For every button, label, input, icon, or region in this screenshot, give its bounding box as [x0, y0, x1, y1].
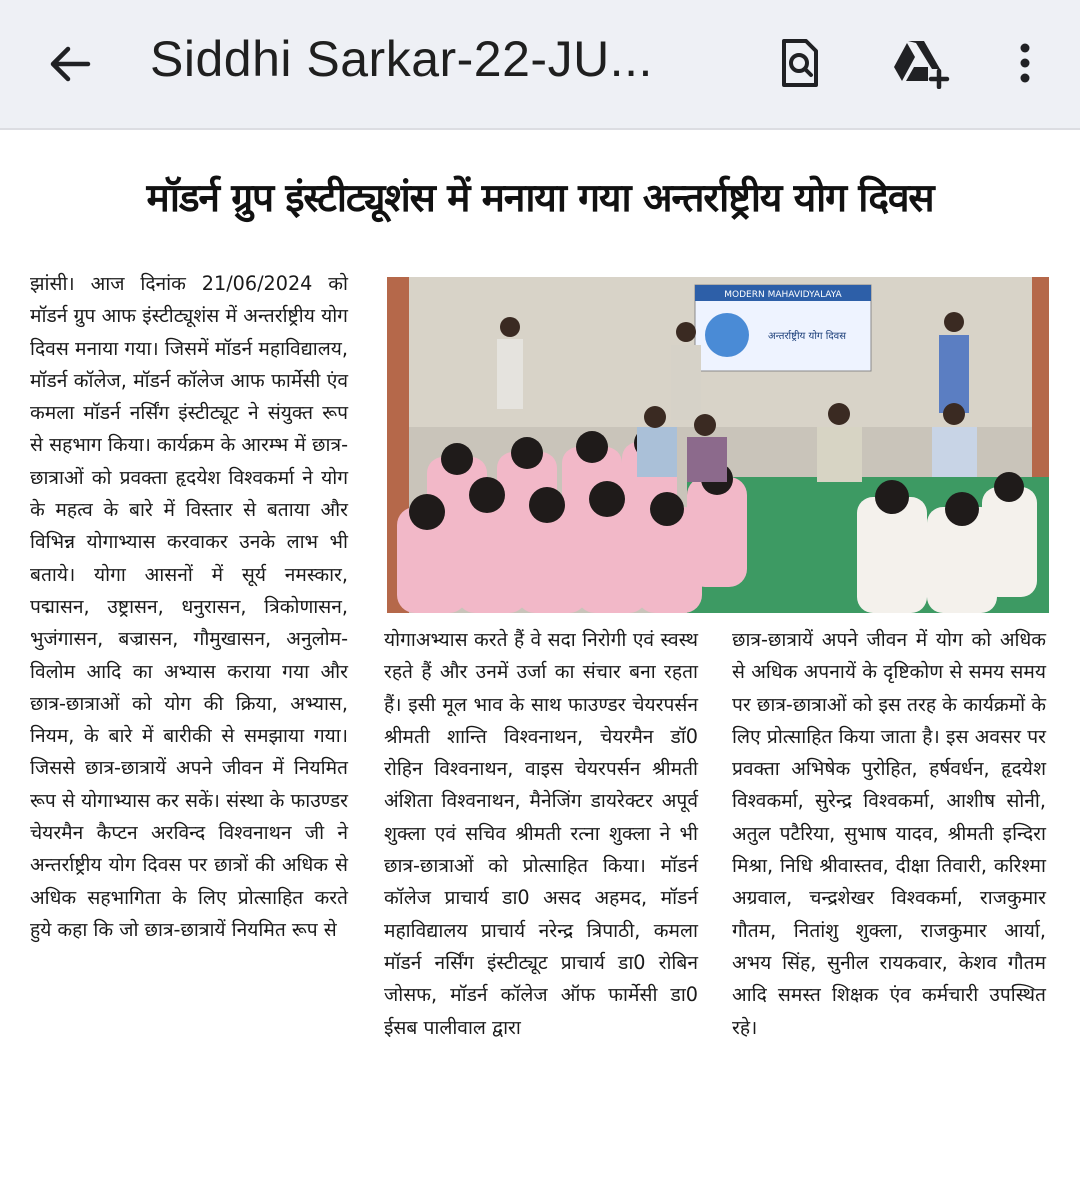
article-headline: मॉडर्न ग्रुप इंस्टीट्यूशंस में मनाया गया अन्तर्राष्ट्रीय योग दिवस — [146, 176, 934, 221]
article-column-2: योगाअभ्यास करते हैं वे सदा निरोगी एवं स्वस्थ रहते हैं और उनमें उर्जा का संचार बना रहता हैं। इसी मूल भाव के साथ फाउण्डर चेयरपर्सन श्रीमती शान्ति विश्वनाथन, चेयरमैन डॉ0 रोहिन विश्वनाथन, वाइस चेयरपर्सन श्रीमती अंशिता विश्वनाथन, मैनेजिंग डायरेक्टर अपूर्व शुक्ला एवं सचिव श्रीमती रत्ना शुक्ला ने भी छात्र-छात्राओं को प्रोत्साहित किया। मॉडर्न कॉलेज प्राचार्य डा0 असद अहमद, मॉडर्न महाविद्यालय प्राचार्य नरेन्द्र त्रिपाठी, कमला मॉडर्न नर्सिंग इंस्टीट्यूट प्राचार्य डा0 रोबिन जोसफ, मॉडर्न कॉलेज ऑफ फार्मेसी डा0 ईसब पालीवाल द्वारा — [384, 628, 698, 1039]
document-title: Siddhi Sarkar-22-JU... — [150, 31, 653, 87]
article-column-1: झांसी। आज दिनांक 21/06/2024 को मॉडर्न ग्रुप आफ इंस्टीट्यूशंस में अन्तर्राष्ट्रीय योग दिवस मनाया गया। जिसमें मॉडर्न महाविद्यालय, मॉडर्न कॉलेज, मॉडर्न कॉलेज आफ फार्मेसी एंव कमला मॉडर्न नर्सिंग इंस्टीट्यूट ने संयुक्त रूप से सहभाग किया। कार्यक्रम के आरम्भ में छात्र-छात्राओं को प्रवक्ता हृदयेश विश्वकर्मा ने योग के महत्व के बारे में विस्तार से बताया और विभिन्न योगाभ्यास करवाकर उनके लाभ भी बताये। योगा आसनों में सूर्य नमस्कार, पद्मासन, उष्ट्रासन, धनुरासन, त्रिकोणासन, भुजंगासन, बज्रासन, गौमुखासन, अनुलोम-विलोम आदि का अभ्यास कराया गया और छात्र-छात्राओं को योग की क्रिया, अभ्यास, नियम, के बारे में बारीकी से समझाया गया। जिससे छात्र-छात्रायें अपने जीवन में नियमित रूप से योगाभ्यास कर सकें। संस्था के फाउण्डर चेयरमैन कैप्टन अरविन्द विश्वनाथन जी ने अन्तर्राष्ट्रीय योग दिवस पर छात्रों की अधिक से अधिक सहभागिता के लिए प्रोत्साहित करते हुये कहा कि जो छात्र-छात्रायें नियमित रूप से — [30, 272, 348, 941]
article-column-3: छात्र-छात्रायें अपने जीवन में योग को अधिक से अधिक अपनायें के दृष्टिकोण से समय समय पर छात्र-छात्राओं को इस तरह के कार्यक्रमों के लिए प्रोत्साहित किया जाता है। इस अवसर पर प्रवक्ता अभिषेक पुरोहित, हर्षवर्धन, हृदयेश विश्वकर्मा, सुरेन्द्र विश्वकर्मा, आशीष सोनी, अतुल पटैरिया, सुभाष यादव, श्रीमती इन्दिरा मिश्रा, निधि श्रीवास्तव, दीक्षा तिवारी, करिश्मा अग्रवाल, चन्द्रशेखर विश्वकर्मा, राजकुमार गौतम, नितांशु शुक्ला, राजकुमार आर्या, अभय सिंह, सुनील रायकवार, केशव गौतम आदि समस्त शिक्षक एंव कर्मचारी उपस्थित रहे। — [732, 628, 1046, 1039]
newspaper-clipping — [0, 160, 1080, 1179]
event-banner — [695, 285, 871, 371]
search-in-document-button[interactable] — [765, 28, 835, 98]
banner-text: MODERN MAHAVIDYALAYA — [724, 290, 842, 300]
more-options-button[interactable] — [990, 28, 1060, 98]
search-document-icon — [776, 37, 824, 89]
arrow-left-icon — [46, 40, 94, 88]
yoga-event-photo — [387, 277, 1049, 613]
banner-subtext: अन्तर्राष्ट्रीय योग दिवस — [768, 331, 846, 342]
back-button[interactable] — [40, 34, 100, 94]
add-to-drive-button[interactable] — [885, 28, 955, 98]
drive-add-icon — [890, 37, 950, 89]
more-vert-icon — [1015, 39, 1035, 87]
app-bar — [0, 0, 1080, 130]
